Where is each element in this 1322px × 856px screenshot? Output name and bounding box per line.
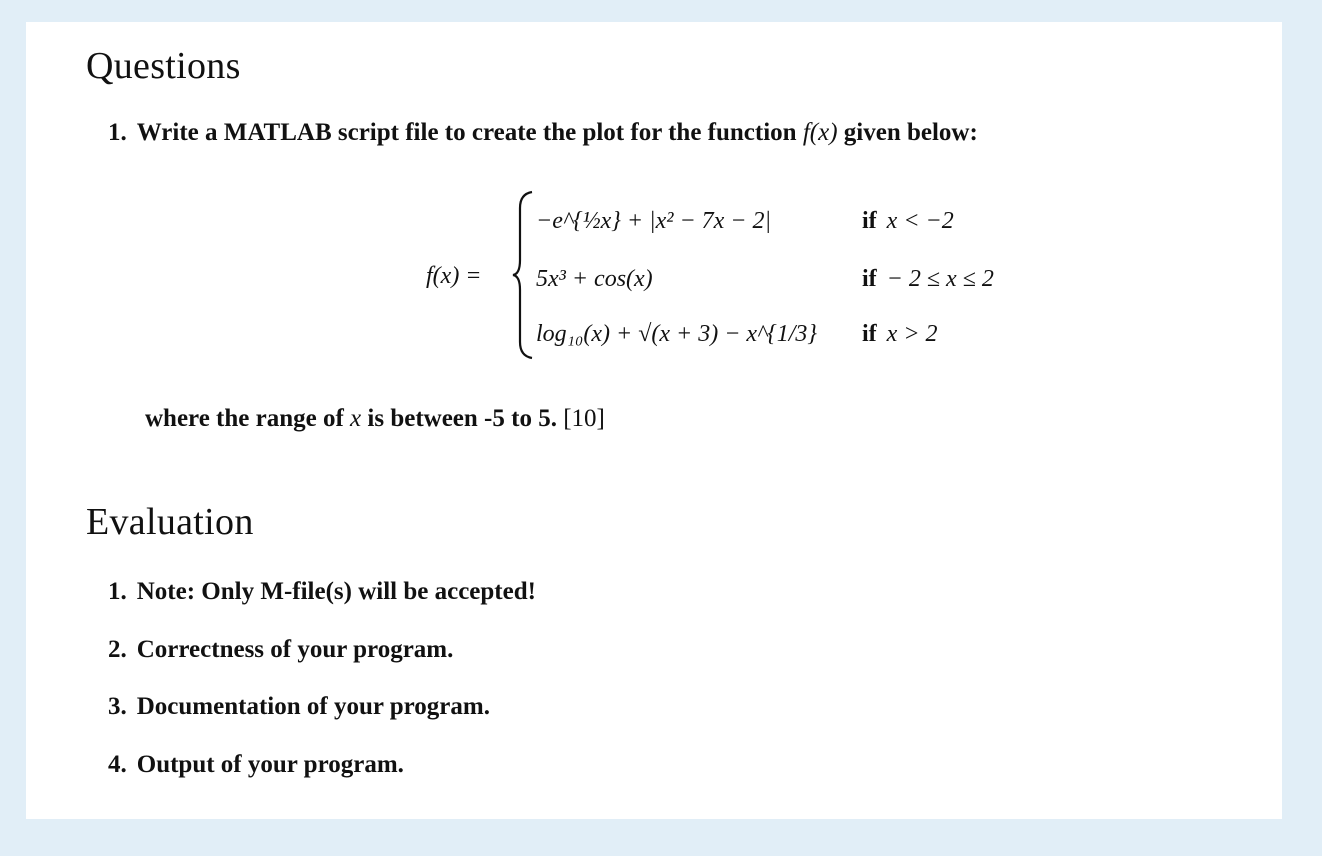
list-item-number: 1. [108,578,127,605]
list-item [108,751,404,779]
list-item-text: Output of your program. [136,751,404,778]
list-item-number: 3. [108,693,127,720]
questions-heading: Questions [86,45,241,87]
list-item-text: Documentation of your program. [136,693,490,720]
question-number: 1. [108,119,127,146]
list-item-number: 4. [108,751,127,778]
list-item [108,578,536,606]
list-item-text: Correctness of your program. [136,636,454,663]
evaluation-heading: Evaluation [86,501,254,543]
equation-lhs: f(x) = [426,263,482,289]
case-3-if: if [862,321,877,347]
case-1-expression: −e^{½x} + |x² − 7x − 2| [536,208,772,234]
case-3-condition-row [862,321,938,348]
case-2-condition: − 2 ≤ x ≤ 2 [886,266,994,292]
left-brace [512,190,534,360]
case-1-condition-row [862,208,954,235]
question-item [108,119,978,147]
range-text-after: is between -5 to 5. [367,405,557,432]
case-3-condition: x > 2 [886,321,938,347]
case-2-condition-row [862,266,994,293]
case-1-condition: x < −2 [886,208,954,234]
case-1-if: if [862,208,877,234]
case-3-expression: log₁₀(x) + √(x + 3) − x^{1/3} [536,321,818,347]
range-variable: x [350,405,362,432]
range-statement [145,405,605,433]
question-text-before: Write a MATLAB script file to create the plot for the function [136,119,797,146]
case-2-expression: 5x³ + cos(x) [536,266,653,292]
range-text-before: where the range of [145,405,344,432]
list-item-text: Note: Only M-file(s) will be accepted! [136,578,536,605]
list-item [108,693,490,721]
case-2-if: if [862,266,877,292]
marks-label: [10] [563,405,605,432]
list-item-number: 2. [108,636,127,663]
question-text-after: given below: [843,119,978,146]
question-function-symbol: f(x) [802,119,838,146]
document-page [26,22,1282,819]
list-item [108,636,453,664]
